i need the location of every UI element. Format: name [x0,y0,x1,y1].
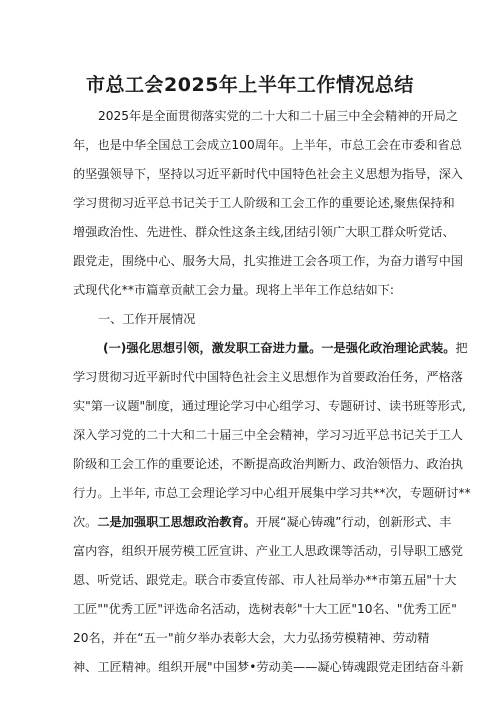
paragraph-line: 行力。上半年, 市总工会理论学习中心组开展集中学习共**次，专题研讨** [73,486,471,500]
document-title: 市总工会2025年上半年工作情况总结 [86,74,414,96]
paragraph-line [73,514,451,530]
item-heading: 一是强化政治理论武装。 [321,341,456,355]
paragraph-line: 实"第一议题"制度，通过理论学习中心组学习、专题研讨、读书班等形式, [73,399,466,413]
paragraph-line: 的坚强领导下，坚持以习近平新时代中国特色社会主义思想为指导，深入 [73,167,463,181]
paragraph-line: 学习贯彻习近平总书记关于工人阶级和工会工作的重要论述,聚焦保持和 [73,196,455,210]
line-tail: 把 [455,341,468,355]
line-head: 次。 [73,515,98,529]
paragraph-line: 恩、听党话、跟党走。联合市委宣传部、市人社局举办**市第五届"十大 [73,573,457,587]
paragraph-line: 跟党走，围绕中心、服务大局，扎实推进工会各项工作，为奋力谱写中国 [73,254,463,268]
paragraph-line: 富内容，组织开展劳模工匠宣讲、产业工人思政课等活动，引导职工感党 [73,544,463,558]
subsection-heading: (一)强化思想引领，激发职工奋进力量。 [103,341,322,355]
paragraph-line: 神、工匠精神。组织开展"中国梦•劳动美——凝心铸魂跟党走团结奋斗新 [73,660,464,674]
paragraph-line [103,340,468,356]
paragraph-line: 20名，并在“五一"前夕举办表彰大会，大力弘扬劳模精神、劳动精 [73,631,430,645]
paragraph-line: 阶级和工会工作的重要论述，不断提高政治判断力、政治领悟力、政治执 [73,457,463,471]
section-heading: 一、工作开展情况 [98,312,196,326]
paragraph-line: 工匠""优秀工匠"评选命名活动，选树表彰"十大工匠"10名、"优秀工匠" [73,602,457,616]
line-tail: 开展“凝心铸魂”行动，创新形式、丰 [255,515,452,529]
paragraph-line: 增强政治性、先进性、群众性这条主线,团结引领广大职工群众听党话、 [73,225,455,239]
paragraph-line: 学习贯彻习近平新时代中国特色社会主义思想作为首要政治任务，严格落 [73,370,463,384]
paragraph-line: 2025年是全面贯彻落实党的二十大和二十届三中全会精神的开局之 [98,109,459,123]
item-heading: 二是加强职工思想政治教育。 [97,515,256,529]
paragraph-line: 式现代化**市篇章贡献工会力量。现将上半年工作总结如下: [73,283,394,297]
paragraph-line: 年，也是中华全国总工会成立100周年。上半年，市总工会在市委和省总 [73,138,462,152]
paragraph-line: 深入学习党的二十大和二十届三中全会精神，学习习近平总书记关于工人 [73,428,463,442]
